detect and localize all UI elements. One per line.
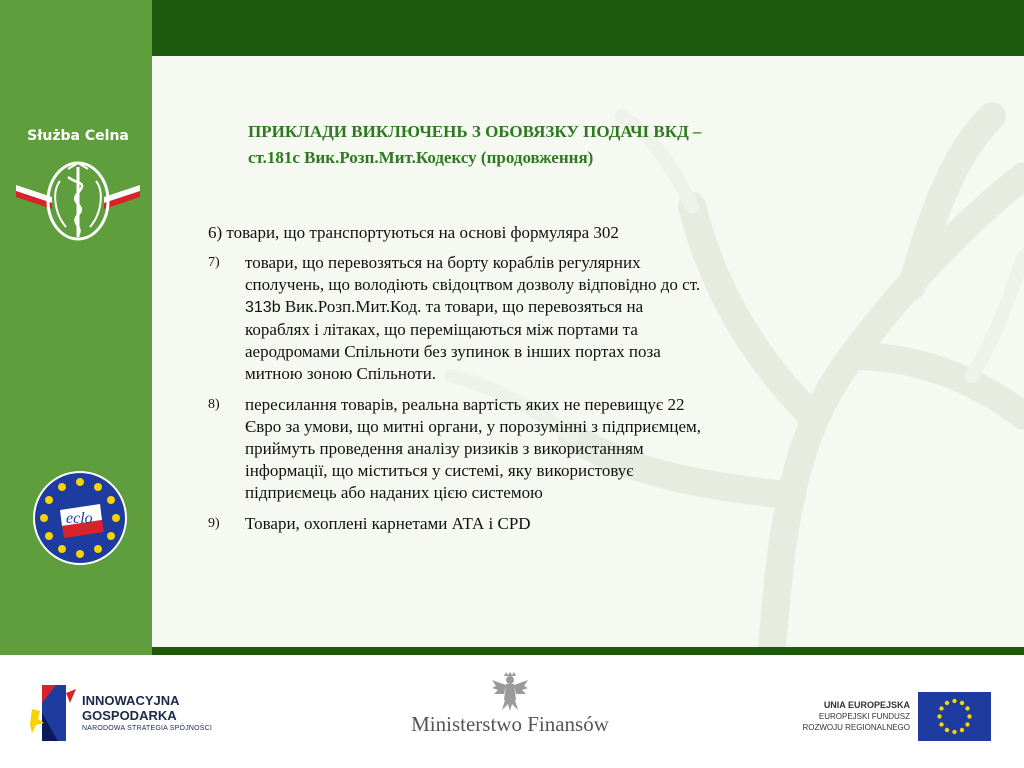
ig-line-3: NARODOWA STRATEGIA SPÓJNOŚCI xyxy=(82,725,213,732)
innovation-logo-icon xyxy=(30,683,78,743)
list-item-7-line-continuation: Вик.Розп.Мит.Код. та товари, що перевозяться на xyxy=(280,297,644,316)
polish-eagle-icon xyxy=(490,672,530,712)
list-item-8-line: Євро за умови, що митні органи, у порозумінні з підприємцем, xyxy=(245,417,702,436)
ue-line-3: ROZWOJU REGIONALNEGO xyxy=(802,723,910,732)
list-item-7-line: аеродромами Спільноти без зупинок в інших портах поза xyxy=(245,342,661,361)
list-item-8 xyxy=(208,394,888,504)
list-item-8-line: підприємець або наданих цією системою xyxy=(245,483,543,502)
ue-line-1: UNIA EUROPEJSKA xyxy=(823,700,910,710)
customs-service-logo xyxy=(12,125,144,245)
list-item-7 xyxy=(208,252,888,385)
list-item-8-line: приймуть проведення аналізу ризиків з використанням xyxy=(245,439,644,458)
list-item-7-line: товари, що перевозяться на борту кораблів регулярних xyxy=(245,253,641,272)
eclo-badge-text: eclo xyxy=(66,510,93,527)
list-item-8-line: пересилання товарів, реальна вартість яких не перевищує 22 xyxy=(245,395,685,414)
list-item-7-line xyxy=(245,296,888,319)
slide-title xyxy=(248,119,888,171)
list-item-7-line: митною зоною Спільноти. xyxy=(245,364,437,383)
list-item-7-line: кораблях і літаках, що переміщаються між портами та xyxy=(245,320,638,339)
ministry-of-finance-logo xyxy=(395,672,625,752)
list-item-6: 6) товари, що транспортуються на основі формуляра 302 xyxy=(208,223,619,242)
innovative-economy-text xyxy=(82,693,212,732)
list-item-9 xyxy=(208,513,888,535)
eu-stars-icon xyxy=(30,470,130,566)
list-item-8-number: 8) xyxy=(208,397,220,412)
ig-line-2: GOSPODARKA xyxy=(82,708,177,723)
customs-emblem-icon xyxy=(12,151,144,245)
list-item-9-line: Товари, охоплені карнетами АТА і CPD xyxy=(245,514,531,533)
bottom-divider xyxy=(152,647,1024,655)
article-code: 313b xyxy=(245,299,281,316)
list-item-7-line: сполучень, що володіють свідоцтвом дозволу відповідно до ст. xyxy=(245,275,701,294)
list-item-8-line: інформації, що міститься у системі, яку використовує xyxy=(245,461,634,480)
customs-logo-text: Służba Celna xyxy=(27,128,129,144)
ue-line-2: EUROPEJSKI FUNDUSZ xyxy=(818,712,910,721)
slide-body xyxy=(208,222,888,544)
ministry-name: Ministerstwo Finansów xyxy=(411,712,609,736)
list-item-9-number: 9) xyxy=(208,516,220,531)
slide-title-line-2: ст.181с Вик.Розп.Мит.Кодексу (продовження) xyxy=(248,148,594,167)
eclo-badge xyxy=(30,470,130,566)
top-banner xyxy=(152,0,1024,56)
eu-fund-text xyxy=(776,699,910,733)
ig-line-1: INNOWACYJNA xyxy=(82,693,180,708)
eu-flag-stars xyxy=(918,692,991,741)
slide-title-line-1: ПРИКЛАДИ ВИКЛЮЧЕНЬ З ОБОВЯЗКУ ПОДАЧІ ВКД – xyxy=(248,122,702,141)
list-item-7-number: 7) xyxy=(208,255,220,270)
eu-flag-icon xyxy=(918,692,991,741)
innovative-economy-logo xyxy=(30,683,230,743)
